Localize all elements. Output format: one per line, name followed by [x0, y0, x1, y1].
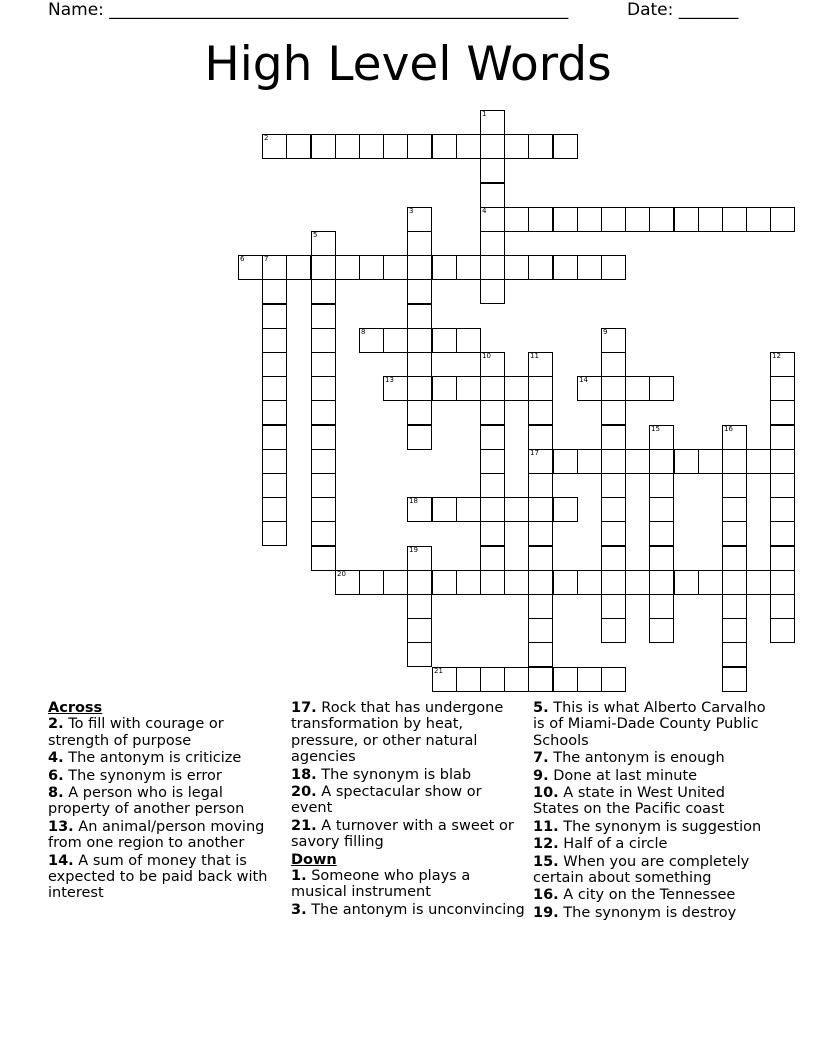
clue-number: 9 — [603, 328, 608, 336]
clue-number-label: 21. — [291, 817, 317, 834]
crossword-cell[interactable] — [456, 255, 481, 280]
crossword-cell[interactable] — [504, 667, 529, 692]
crossword-cell[interactable] — [674, 449, 699, 474]
crossword-cell[interactable] — [480, 231, 505, 256]
clue-text: Rock that has undergone transformation by heat, pressure, or other natural agencies — [291, 700, 504, 766]
crossword-cell[interactable] — [722, 473, 747, 498]
clue-item — [48, 750, 284, 766]
crossword-cell[interactable] — [262, 376, 287, 401]
crossword-cell[interactable] — [601, 425, 626, 450]
crossword-cell[interactable] — [456, 376, 481, 401]
clue-number-label: 10. — [533, 785, 559, 802]
crossword-cell[interactable] — [407, 497, 432, 522]
crossword-cell[interactable] — [311, 521, 336, 546]
crossword-cell[interactable] — [407, 594, 432, 619]
crossword-cell[interactable] — [649, 376, 674, 401]
crossword-cell[interactable] — [480, 376, 505, 401]
crossword-cell[interactable] — [722, 667, 747, 692]
crossword-cell[interactable] — [407, 207, 432, 232]
crossword-cell[interactable] — [262, 497, 287, 522]
crossword-cell[interactable] — [722, 594, 747, 619]
crossword-cell[interactable] — [770, 473, 795, 498]
clue-number-label: 15. — [533, 853, 559, 870]
crossword-cell[interactable] — [480, 546, 505, 571]
clue-number: 11 — [530, 352, 539, 360]
crossword-cell[interactable] — [649, 618, 674, 643]
crossword-cell[interactable] — [601, 255, 626, 280]
clue-number-label: 3. — [291, 901, 307, 918]
crossword-cell[interactable] — [528, 207, 553, 232]
crossword-cell[interactable] — [311, 279, 336, 304]
crossword-cell[interactable] — [770, 594, 795, 619]
crossword-cell[interactable] — [722, 618, 747, 643]
clue-item — [48, 716, 284, 749]
crossword-cell[interactable] — [722, 642, 747, 667]
crossword-cell[interactable] — [601, 449, 626, 474]
crossword-cell[interactable] — [311, 352, 336, 377]
clue-number-label: 5. — [533, 700, 549, 716]
crossword-cell[interactable] — [262, 352, 287, 377]
crossword-cell[interactable] — [407, 546, 432, 571]
crossword-cell[interactable] — [698, 570, 723, 595]
crossword-cell[interactable] — [480, 473, 505, 498]
clue-text: Someone who plays a musical instrument — [291, 868, 471, 901]
crossword-cell[interactable] — [456, 667, 481, 692]
crossword-cell[interactable] — [432, 255, 457, 280]
crossword-cell[interactable] — [649, 497, 674, 522]
crossword-cell[interactable] — [770, 207, 795, 232]
crossword-cell[interactable] — [407, 400, 432, 425]
crossword-cell[interactable] — [698, 207, 723, 232]
crossword-cell[interactable] — [311, 449, 336, 474]
crossword-cell[interactable] — [770, 546, 795, 571]
crossword-cell[interactable] — [577, 376, 602, 401]
crossword-cell[interactable] — [528, 255, 553, 280]
clue-number: 6 — [240, 255, 245, 263]
crossword-cell[interactable] — [649, 207, 674, 232]
clue-number-label: 13. — [48, 818, 74, 835]
crossword-cell[interactable] — [553, 497, 578, 522]
page-title: High Level Words — [204, 37, 612, 92]
clue-number-label: 2. — [48, 716, 64, 733]
crossword-cell[interactable] — [311, 425, 336, 450]
clue-text: A turnover with a sweet or savory filling — [291, 817, 514, 851]
crossword-cell[interactable] — [601, 473, 626, 498]
crossword-cell[interactable] — [432, 134, 457, 159]
clue-number: 10 — [482, 352, 491, 360]
crossword-cell[interactable] — [770, 521, 795, 546]
clue-number: 21 — [434, 667, 443, 675]
clue-number-label: 16. — [533, 887, 559, 904]
across-clue-list — [48, 716, 284, 901]
clue-number: 12 — [772, 352, 781, 360]
crossword-cell[interactable] — [601, 570, 626, 595]
crossword-cell[interactable] — [456, 328, 481, 353]
clue-number: 13 — [385, 376, 394, 384]
crossword-cell[interactable] — [383, 376, 408, 401]
crossword-cell[interactable] — [601, 594, 626, 619]
crossword-cell[interactable] — [770, 570, 795, 595]
date-field[interactable]: Date: _______ — [627, 0, 739, 20]
crossword-cell[interactable] — [528, 546, 553, 571]
crossword-cell[interactable] — [770, 449, 795, 474]
crossword-cell[interactable] — [722, 207, 747, 232]
crossword-cell[interactable] — [407, 134, 432, 159]
clues-column-1 — [48, 700, 284, 903]
clue-item — [291, 767, 527, 783]
crossword-cell[interactable] — [649, 449, 674, 474]
crossword-cell[interactable] — [432, 497, 457, 522]
crossword-cell[interactable] — [649, 425, 674, 450]
clue-number: 18 — [409, 497, 418, 505]
crossword-cell[interactable] — [722, 521, 747, 546]
crossword-cell[interactable] — [674, 570, 699, 595]
crossword-cell[interactable] — [480, 110, 505, 135]
crossword-cell[interactable] — [528, 618, 553, 643]
clue-item — [291, 784, 527, 817]
crossword-cell[interactable] — [770, 618, 795, 643]
clue-text: A sum of money that is expected to be paid back with interest — [48, 852, 268, 902]
crossword-cell[interactable] — [311, 255, 336, 280]
crossword-cell[interactable] — [577, 667, 602, 692]
clue-item — [533, 768, 769, 784]
crossword-cell[interactable] — [480, 134, 505, 159]
crossword-cell[interactable] — [601, 667, 626, 692]
crossword-cell[interactable] — [770, 400, 795, 425]
crossword-cell[interactable] — [407, 570, 432, 595]
crossword-cell[interactable] — [335, 255, 360, 280]
crossword-cell[interactable] — [383, 255, 408, 280]
clue-text: The antonym is unconvincing — [311, 901, 525, 918]
crossword-cell[interactable] — [577, 255, 602, 280]
clue-number: 8 — [361, 328, 366, 336]
across-clue-list-continued — [291, 700, 527, 851]
down-heading: Down — [291, 851, 337, 868]
crossword-cell[interactable] — [601, 328, 626, 353]
crossword-cell[interactable] — [504, 134, 529, 159]
clue-text: To fill with courage or strength of purpose — [48, 716, 224, 749]
clue-number: 1 — [482, 110, 487, 118]
clue-number: 2 — [264, 134, 269, 142]
crossword-cell[interactable] — [359, 328, 384, 353]
name-field[interactable]: Name: ______________________________________________________ — [48, 0, 569, 20]
crossword-cell[interactable] — [674, 207, 699, 232]
crossword-cell[interactable] — [504, 497, 529, 522]
crossword-cell[interactable] — [722, 497, 747, 522]
crossword-cell[interactable] — [625, 570, 650, 595]
clue-number-label: 8. — [48, 785, 64, 802]
crossword-cell[interactable] — [480, 497, 505, 522]
clue-number-label: 6. — [48, 767, 64, 784]
crossword-cell[interactable] — [480, 521, 505, 546]
crossword-cell[interactable] — [262, 425, 287, 450]
crossword-cell[interactable] — [625, 207, 650, 232]
crossword-cell[interactable] — [601, 352, 626, 377]
clue-text: The synonym is destroy — [563, 904, 737, 921]
crossword-cell[interactable] — [311, 376, 336, 401]
crossword-cell[interactable] — [456, 134, 481, 159]
crossword-cell[interactable] — [311, 473, 336, 498]
crossword-cell[interactable] — [528, 667, 553, 692]
crossword-cell[interactable] — [480, 207, 505, 232]
clue-text: A person who is legal property of another person — [48, 785, 245, 818]
clue-text: The synonym is blab — [321, 766, 472, 783]
clue-text: The antonym is enough — [553, 750, 725, 767]
down-clue-list-continued — [533, 700, 769, 921]
crossword-cell[interactable] — [480, 570, 505, 595]
crossword-cell[interactable] — [456, 570, 481, 595]
clue-number: 7 — [264, 255, 269, 263]
clue-number: 3 — [409, 207, 414, 215]
clue-number: 15 — [651, 425, 660, 433]
clue-number: 14 — [579, 376, 588, 384]
crossword-cell[interactable] — [480, 449, 505, 474]
crossword-cell[interactable] — [649, 546, 674, 571]
crossword-cell[interactable] — [383, 570, 408, 595]
crossword-cell[interactable] — [311, 400, 336, 425]
crossword-cell[interactable] — [577, 449, 602, 474]
clue-item — [533, 836, 769, 852]
crossword-cell[interactable] — [770, 376, 795, 401]
clue-number-label: 7. — [533, 750, 549, 767]
crossword-cell[interactable] — [407, 352, 432, 377]
crossword-cell[interactable] — [262, 473, 287, 498]
crossword-cell[interactable] — [746, 570, 771, 595]
crossword-cell[interactable] — [432, 667, 457, 692]
crossword-cell[interactable] — [553, 570, 578, 595]
crossword-cell[interactable] — [407, 642, 432, 667]
down-clue-list — [291, 868, 527, 918]
crossword-cell[interactable] — [553, 667, 578, 692]
crossword-cell[interactable] — [746, 207, 771, 232]
clue-text: The synonym is error — [68, 767, 222, 784]
clue-item — [533, 750, 769, 766]
crossword-cell[interactable] — [528, 425, 553, 450]
crossword-cell[interactable] — [601, 546, 626, 571]
crossword-cell[interactable] — [577, 570, 602, 595]
clue-number-label: 4. — [48, 750, 64, 767]
crossword-cell[interactable] — [407, 425, 432, 450]
clue-number: 5 — [313, 231, 318, 239]
clue-item — [533, 887, 769, 903]
crossword-cell[interactable] — [480, 352, 505, 377]
crossword-cell[interactable] — [262, 304, 287, 329]
crossword-cell[interactable] — [311, 546, 336, 571]
crossword-cell[interactable] — [528, 134, 553, 159]
clue-item — [291, 868, 527, 901]
clue-text: The antonym is criticize — [68, 750, 242, 767]
crossword-cell[interactable] — [262, 255, 287, 280]
crossword-cell[interactable] — [601, 400, 626, 425]
crossword-cell[interactable] — [359, 134, 384, 159]
clue-item — [533, 819, 769, 835]
crossword-cell[interactable] — [770, 425, 795, 450]
clue-number-label: 1. — [291, 868, 307, 885]
crossword-cell[interactable] — [528, 352, 553, 377]
clue-item — [48, 819, 284, 852]
clue-text: Done at last minute — [553, 767, 698, 784]
crossword-cell[interactable] — [359, 570, 384, 595]
clue-item — [48, 768, 284, 784]
clue-number: 4 — [482, 207, 487, 215]
crossword-cell[interactable] — [311, 497, 336, 522]
crossword-cell[interactable] — [528, 400, 553, 425]
crossword-cell[interactable] — [504, 207, 529, 232]
crossword-cell[interactable] — [311, 304, 336, 329]
crossword-cell[interactable] — [649, 570, 674, 595]
clue-number-label: 19. — [533, 904, 559, 921]
crossword-cell[interactable] — [601, 207, 626, 232]
crossword-cell[interactable] — [262, 400, 287, 425]
crossword-cell[interactable] — [625, 376, 650, 401]
clues-column-3 — [533, 700, 769, 922]
crossword-cell[interactable] — [649, 473, 674, 498]
crossword-cell[interactable] — [528, 497, 553, 522]
clue-number-label: 12. — [533, 836, 559, 853]
crossword-cell[interactable] — [746, 449, 771, 474]
clue-number: 17 — [530, 449, 539, 457]
crossword-cell[interactable] — [262, 449, 287, 474]
crossword-cell[interactable] — [601, 521, 626, 546]
crossword-cell[interactable] — [480, 425, 505, 450]
crossword-cell[interactable] — [335, 570, 360, 595]
clues-column-2 — [291, 700, 527, 919]
clue-item — [48, 785, 284, 818]
clue-item — [48, 853, 284, 902]
crossword-cell[interactable] — [359, 255, 384, 280]
crossword-cell[interactable] — [770, 497, 795, 522]
crossword-cell[interactable] — [649, 521, 674, 546]
crossword-cell[interactable] — [722, 546, 747, 571]
clue-text: When you are completely certain about something — [533, 853, 750, 887]
crossword-cell[interactable] — [407, 231, 432, 256]
crossword-cell[interactable] — [480, 255, 505, 280]
clue-number-label: 20. — [291, 784, 317, 801]
crossword-cell[interactable] — [722, 449, 747, 474]
crossword-cell[interactable] — [625, 449, 650, 474]
clue-text: An animal/person moving from one region to another — [48, 818, 265, 852]
crossword-cell[interactable] — [456, 497, 481, 522]
crossword-cell[interactable] — [480, 183, 505, 208]
crossword-cell[interactable] — [407, 255, 432, 280]
clue-number: 19 — [409, 546, 418, 554]
crossword-cell[interactable] — [722, 425, 747, 450]
crossword-cell[interactable] — [504, 376, 529, 401]
across-heading: Across — [48, 700, 103, 716]
crossword-cell[interactable] — [528, 642, 553, 667]
clue-number: 20 — [337, 570, 346, 578]
clue-text: A spectacular show or event — [291, 784, 482, 817]
crossword-cell[interactable] — [286, 255, 311, 280]
crossword-cell[interactable] — [432, 570, 457, 595]
clue-number-label: 14. — [48, 852, 74, 869]
clue-text: A state in West United States on the Pacific coast — [533, 785, 725, 818]
crossword-cell[interactable] — [383, 134, 408, 159]
clue-number-label: 18. — [291, 766, 317, 783]
crossword-cell[interactable] — [528, 473, 553, 498]
crossword-cell[interactable] — [528, 376, 553, 401]
crossword-cell[interactable] — [480, 400, 505, 425]
clue-number-label: 17. — [291, 700, 317, 716]
clue-number: 16 — [724, 425, 733, 433]
crossword-cell[interactable] — [528, 594, 553, 619]
clue-text: The synonym is suggestion — [563, 818, 762, 835]
crossword-cell[interactable] — [286, 134, 311, 159]
clue-item — [533, 785, 769, 818]
crossword-cell[interactable] — [698, 449, 723, 474]
crossword-cell[interactable] — [311, 134, 336, 159]
crossword-cell[interactable] — [407, 618, 432, 643]
crossword-cell[interactable] — [528, 449, 553, 474]
crossword-cell[interactable] — [480, 279, 505, 304]
clue-text: A city on the Tennessee — [563, 887, 736, 904]
crossword-cell[interactable] — [407, 328, 432, 353]
clue-number-label: 9. — [533, 767, 549, 784]
crossword-cell[interactable] — [238, 255, 263, 280]
crossword-cell[interactable] — [553, 134, 578, 159]
clue-number-label: 11. — [533, 818, 559, 835]
crossword-cell[interactable] — [504, 570, 529, 595]
clue-text: Half of a circle — [563, 836, 668, 853]
crossword-cell[interactable] — [262, 134, 287, 159]
crossword-cell[interactable] — [432, 328, 457, 353]
clue-item — [291, 818, 527, 851]
crossword-cell[interactable] — [770, 352, 795, 377]
crossword-cell[interactable] — [407, 304, 432, 329]
crossword-cell[interactable] — [432, 376, 457, 401]
crossword-cell[interactable] — [335, 134, 360, 159]
crossword-cell[interactable] — [311, 328, 336, 353]
crossword-cell[interactable] — [553, 207, 578, 232]
crossword-cell[interactable] — [528, 570, 553, 595]
crossword-cell[interactable] — [262, 328, 287, 353]
crossword-cell[interactable] — [528, 521, 553, 546]
crossword-cell[interactable] — [577, 207, 602, 232]
crossword-cell[interactable] — [601, 618, 626, 643]
clue-item — [533, 854, 769, 887]
crossword-cell[interactable] — [504, 255, 529, 280]
crossword-cell[interactable] — [262, 279, 287, 304]
crossword-cell[interactable] — [553, 255, 578, 280]
crossword-cell[interactable] — [262, 521, 287, 546]
crossword-cell[interactable] — [480, 158, 505, 183]
clue-item — [533, 700, 769, 749]
crossword-cell[interactable] — [407, 376, 432, 401]
crossword-cell[interactable] — [722, 570, 747, 595]
crossword-cell[interactable] — [649, 594, 674, 619]
clue-text: This is what Alberto Carvalho is of Miami-Dade County Public Schools — [533, 700, 766, 749]
crossword-cell[interactable] — [311, 231, 336, 256]
crossword-cell[interactable] — [601, 497, 626, 522]
crossword-cell[interactable] — [601, 376, 626, 401]
crossword-cell[interactable] — [480, 667, 505, 692]
clue-item — [291, 902, 527, 918]
crossword-cell[interactable] — [407, 279, 432, 304]
crossword-cell[interactable] — [553, 449, 578, 474]
clue-item — [533, 905, 769, 921]
crossword-cell[interactable] — [383, 328, 408, 353]
clue-item — [291, 700, 527, 766]
